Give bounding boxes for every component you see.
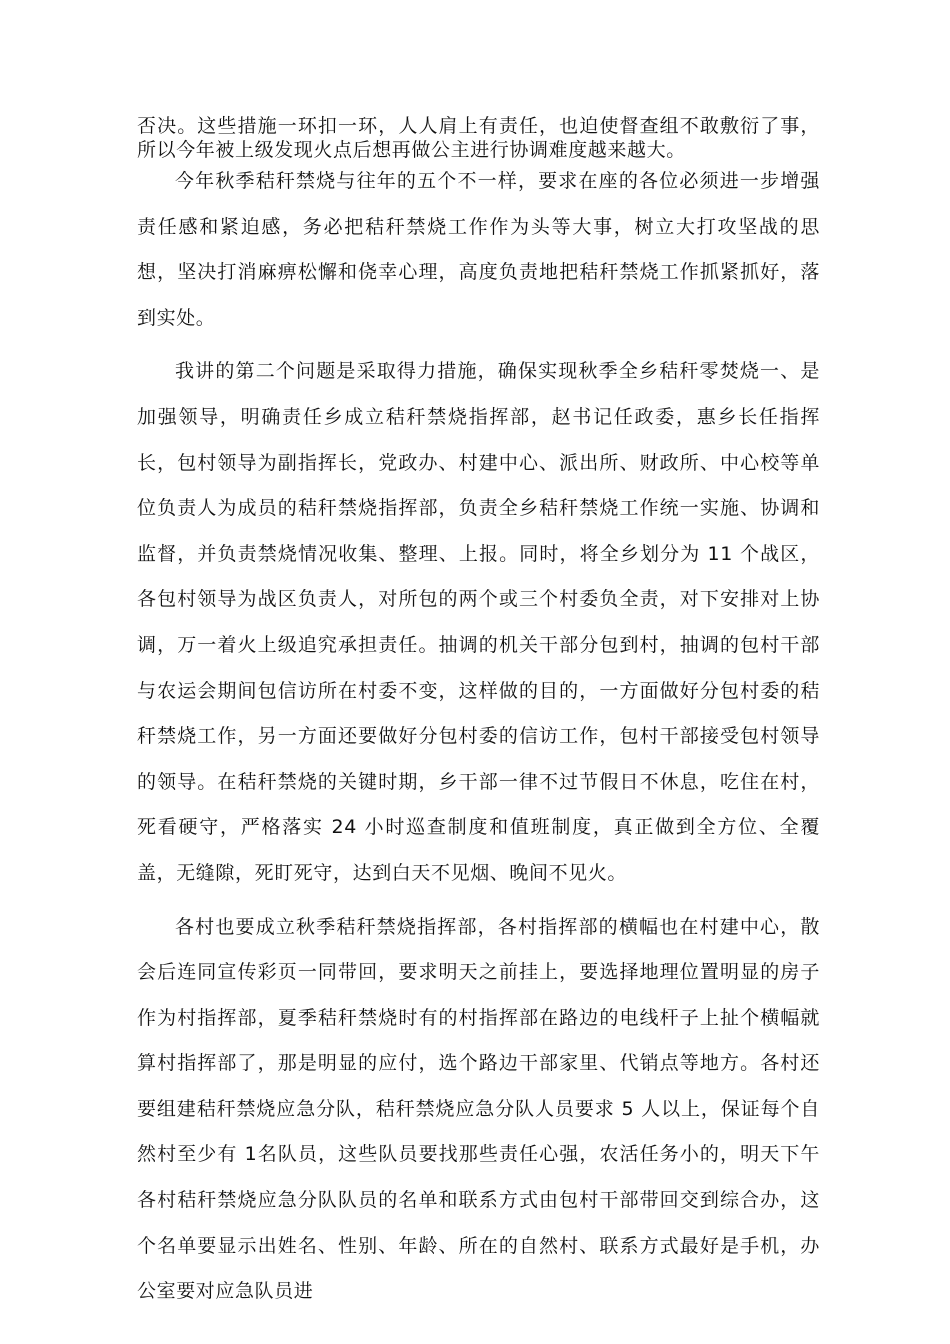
paragraph-2: 今年秋季秸秆禁烧与往年的五个不一样，要求在座的各位必须进一步增强责任感和紧迫感，务必把秸秆禁烧工作作为头等大事，树立大打攻坚战的思想，坚决打消麻痹松懈和侥幸心理，高度负责地把秸秆禁烧工作抓紧抓好，落到实处。 [137, 170, 820, 329]
paragraph-3: 我讲的第二个问题是采取得力措施，确保实现秋季全乡秸秆零焚烧一、是加强领导，明确责任乡成立秸秆禁烧指挥部，赵书记任政委，惠乡长任指挥长，包村领导为副指挥长，党政办、村建中心、派出所、财政所、中心校等单位负责人为成员的秸秆禁烧指挥部，负责全乡秸秆禁烧工作统一实施、协调和监督，并负责禁烧情况收集、整理、上报。同时，将全乡划分为 11 个战区，各包村领导为战区负责人，对所包的两个或三个村委负全责，对下安排对上协调，万一着火上级追究承担责任。抽调的机关干部分包到村，抽调的包村干部与农运会期间包信访所在村委不变，这样做的目的，一方面做好分包村委的秸秆禁烧工作，另一方面还要做好分包村委的信访工作，包村干部接受包村领导的领导。在秸秆禁烧的关键时期，乡干部一律不过节假日不休息，吃住在村，死看硬守，严格落实 24 小时巡查制度和值班制度，真正做到全方位、全覆盖，无缝隙，死盯死守，达到白天不见烟、晚间不见火。 [137, 360, 820, 884]
paragraph-4: 各村也要成立秋季秸秆禁烧指挥部，各村指挥部的横幅也在村建中心，散会后连同宣传彩页一同带回，要求明天之前挂上，要选择地理位置明显的房子作为村指挥部，夏季秸秆禁烧时有的村指挥部在路边的电线杆子上扯个横幅就算村指挥部了，那是明显的应付，选个路边干部家里、代销点等地方。各村还要组建秸秆禁烧应急分队，秸秆禁烧应急分队人员要求 5 人以上，保证每个自然村至少有 1名队员，这些队员要找那些责任心强，农活任务小的，明天下午各村秸秆禁烧应急分队队员的名单和联系方式由包村干部带回交到综合办，这个名单要显示出姓名、性别、年龄、所在的自然村、联系方式最好是手机，办公室要对应急队员进 [137, 915, 820, 1303]
main-text-block [137, 159, 820, 1315]
paragraph-1: 否决。这些措施一环扣一环，人人肩上有责任，也迫使督查组不敢敷衍了事，所以今年被上级发现火点后想再做公主进行协调难度越来越大。 [137, 115, 820, 161]
continuation-paragraph-block [137, 114, 820, 162]
